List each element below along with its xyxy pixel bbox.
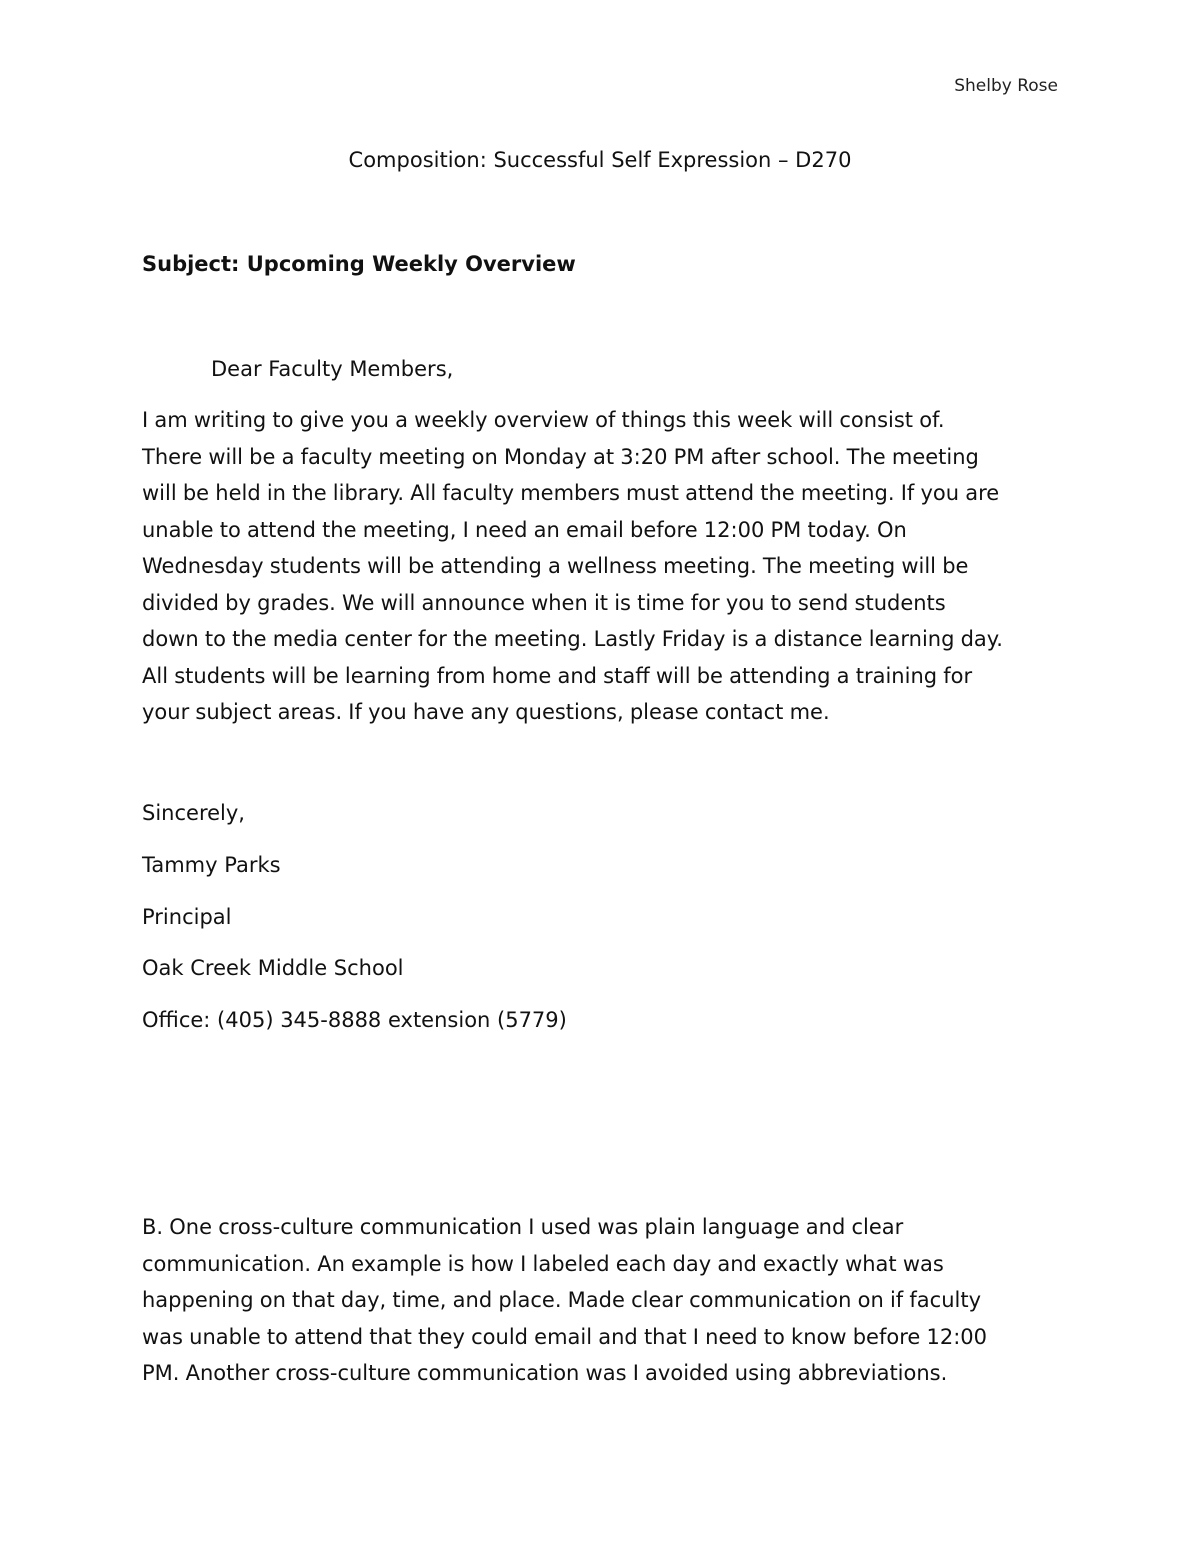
answer-line: happening on that day, time, and place. Made clear communication on if faculty xyxy=(142,1288,981,1312)
answer-line: PM. Another cross-culture communication was I avoided using abbreviations. xyxy=(142,1361,948,1385)
organization-name: Oak Creek Middle School xyxy=(142,956,404,980)
body-line: All students will be learning from home and staff will be attending a training for xyxy=(142,663,973,688)
signer-title: Principal xyxy=(142,905,232,929)
answer-paragraph xyxy=(142,1209,1062,1392)
answer-line: B. One cross-culture communication I used was plain language and clear xyxy=(142,1215,904,1239)
document-title: Composition: Successful Self Expression – D270 xyxy=(348,148,852,172)
body-line: I am writing to give you a weekly overview of things this week will consist of. xyxy=(142,408,945,432)
signer-name: Tammy Parks xyxy=(142,853,281,877)
letter-closing: Sincerely, xyxy=(142,801,245,825)
answer-line: communication. An example is how I labeled each day and exactly what was xyxy=(142,1251,944,1276)
body-line: There will be a faculty meeting on Monday at 3:20 PM after school. The meeting xyxy=(142,444,979,469)
email-subject: Subject: Upcoming Weekly Overview xyxy=(142,252,576,276)
answer-line: was unable to attend that they could email and that I need to know before 12:00 xyxy=(142,1324,987,1349)
body-line: unable to attend the meeting, I need an email before 12:00 PM today. On xyxy=(142,517,907,542)
office-phone: Office: (405) 345-8888 extension (5779) xyxy=(142,1008,567,1032)
letter-greeting: Dear Faculty Members, xyxy=(211,357,454,381)
letter-body xyxy=(142,402,1062,731)
body-line: your subject areas. If you have any questions, please contact me. xyxy=(142,700,830,724)
body-line: down to the media center for the meeting. Lastly Friday is a distance learning day. xyxy=(142,627,1003,651)
header-author-name: Shelby Rose xyxy=(954,76,1058,96)
body-line: Wednesday students will be attending a wellness meeting. The meeting will be xyxy=(142,554,969,578)
body-line: will be held in the library. All faculty members must attend the meeting. If you are xyxy=(142,481,1000,505)
body-line: divided by grades. We will announce when it is time for you to send students xyxy=(142,590,946,615)
